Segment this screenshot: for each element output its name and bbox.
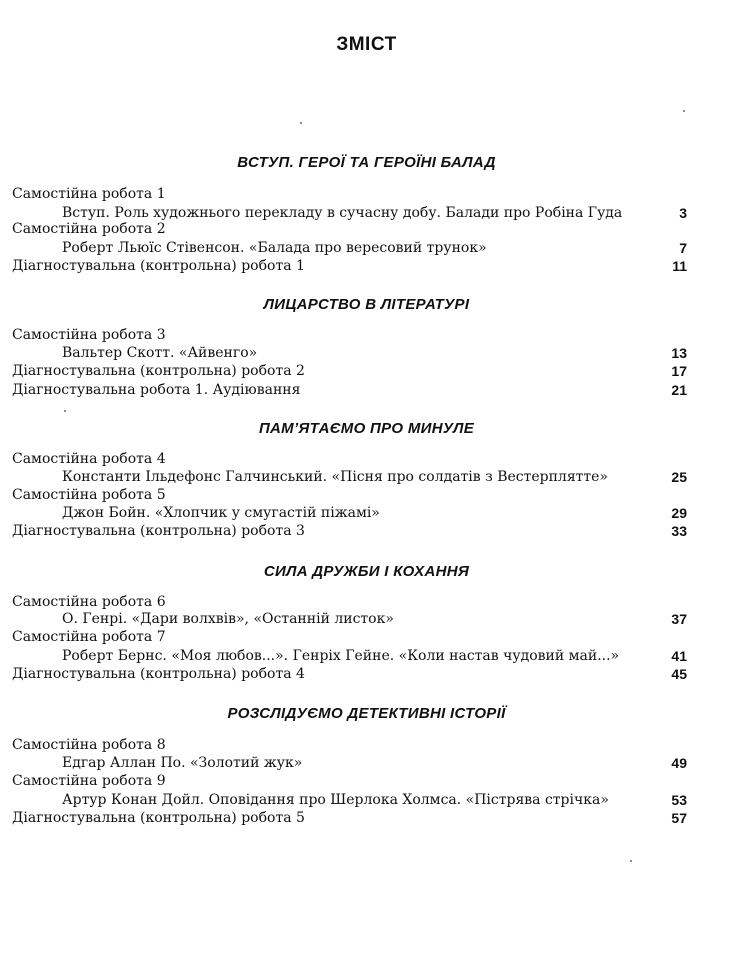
- page-title: ЗМІСТ: [336, 34, 397, 55]
- work-label-7: Самостійна робота 7: [12, 629, 166, 645]
- work-label-1: Самостійна робота 1: [12, 186, 166, 202]
- scan-speck: [64, 410, 66, 412]
- scan-speck: [630, 860, 632, 862]
- section-heading-3: ПАМ’ЯТАЄМО ПРО МИНУЛЕ: [258, 420, 475, 437]
- page-number-4: 25: [671, 469, 687, 485]
- diagnostic-label-5: Діагностувальна (контрольна) робота 4: [12, 666, 305, 682]
- page-number-8: 49: [671, 755, 687, 771]
- scan-speck: [683, 110, 685, 112]
- entry-text-6: О. Генрі. «Дари волхвів», «Останній листок»: [62, 611, 394, 627]
- entry-text-2: Роберт Льюїс Стівенсон. «Балада про вересовий трунок»: [62, 240, 487, 256]
- diagnostic-page-2: 17: [671, 363, 687, 379]
- section-heading-2: ЛИЦАРСТВО В ЛІТЕРАТУРІ: [263, 296, 470, 313]
- work-label-9: Самостійна робота 9: [12, 773, 166, 789]
- page-number-7: 41: [671, 648, 687, 664]
- scan-speck: [300, 122, 302, 124]
- entry-text-1: Вступ. Роль художнього перекладу в сучасну добу. Балади про Робіна Гуда: [62, 205, 623, 221]
- work-label-5: Самостійна робота 5: [12, 487, 166, 503]
- diagnostic-page-6: 57: [671, 810, 687, 826]
- work-label-4: Самостійна робота 4: [12, 451, 166, 467]
- entry-text-9: Артур Конан Дойл. Оповідання про Шерлока Холмса. «Пістрява стрічка»: [62, 792, 609, 808]
- diagnostic-page-4: 33: [671, 523, 687, 539]
- diagnostic-label-1: Діагностувальна (контрольна) робота 1: [12, 258, 305, 274]
- entry-text-3: Вальтер Скотт. «Айвенго»: [62, 345, 258, 361]
- page-number-1: 3: [679, 205, 687, 221]
- work-label-2: Самостійна робота 2: [12, 221, 166, 237]
- entry-text-5: Джон Бойн. «Хлопчик у смугастій піжамі»: [62, 505, 380, 521]
- page-number-6: 37: [671, 611, 687, 627]
- entry-text-8: Едгар Аллан По. «Золотий жук»: [62, 755, 303, 771]
- diagnostic-page-1: 11: [672, 258, 687, 274]
- section-heading-4: СИЛА ДРУЖБИ І КОХАННЯ: [263, 563, 470, 580]
- section-heading-1: ВСТУП. ГЕРОЇ ТА ГЕРОЇНІ БАЛАД: [237, 154, 496, 171]
- page-number-5: 29: [671, 505, 687, 521]
- diagnostic-label-2: Діагностувальна (контрольна) робота 2: [12, 363, 305, 379]
- diagnostic-page-3: 21: [671, 382, 687, 398]
- page-number-2: 7: [679, 240, 687, 256]
- section-heading-5: РОЗСЛІДУЄМО ДЕТЕКТИВНІ ІСТОРІЇ: [227, 705, 506, 722]
- entry-text-4: Константи Ільдефонс Галчинський. «Пісня про солдатів з Вестерплятте»: [62, 469, 608, 485]
- diagnostic-page-5: 45: [671, 666, 687, 682]
- diagnostic-label-3: Діагностувальна робота 1. Аудіювання: [12, 382, 301, 398]
- diagnostic-label-6: Діагностувальна (контрольна) робота 5: [12, 810, 305, 826]
- entry-text-7: Роберт Бернс. «Моя любов...». Генріх Гейне. «Коли настав чудовий май...»: [62, 648, 620, 664]
- page-number-3: 13: [671, 345, 687, 361]
- page-number-9: 53: [671, 792, 687, 808]
- work-label-6: Самостійна робота 6: [12, 594, 166, 610]
- diagnostic-label-4: Діагностувальна (контрольна) робота 3: [12, 523, 305, 539]
- work-label-8: Самостійна робота 8: [12, 737, 166, 753]
- work-label-3: Самостійна робота 3: [12, 327, 166, 343]
